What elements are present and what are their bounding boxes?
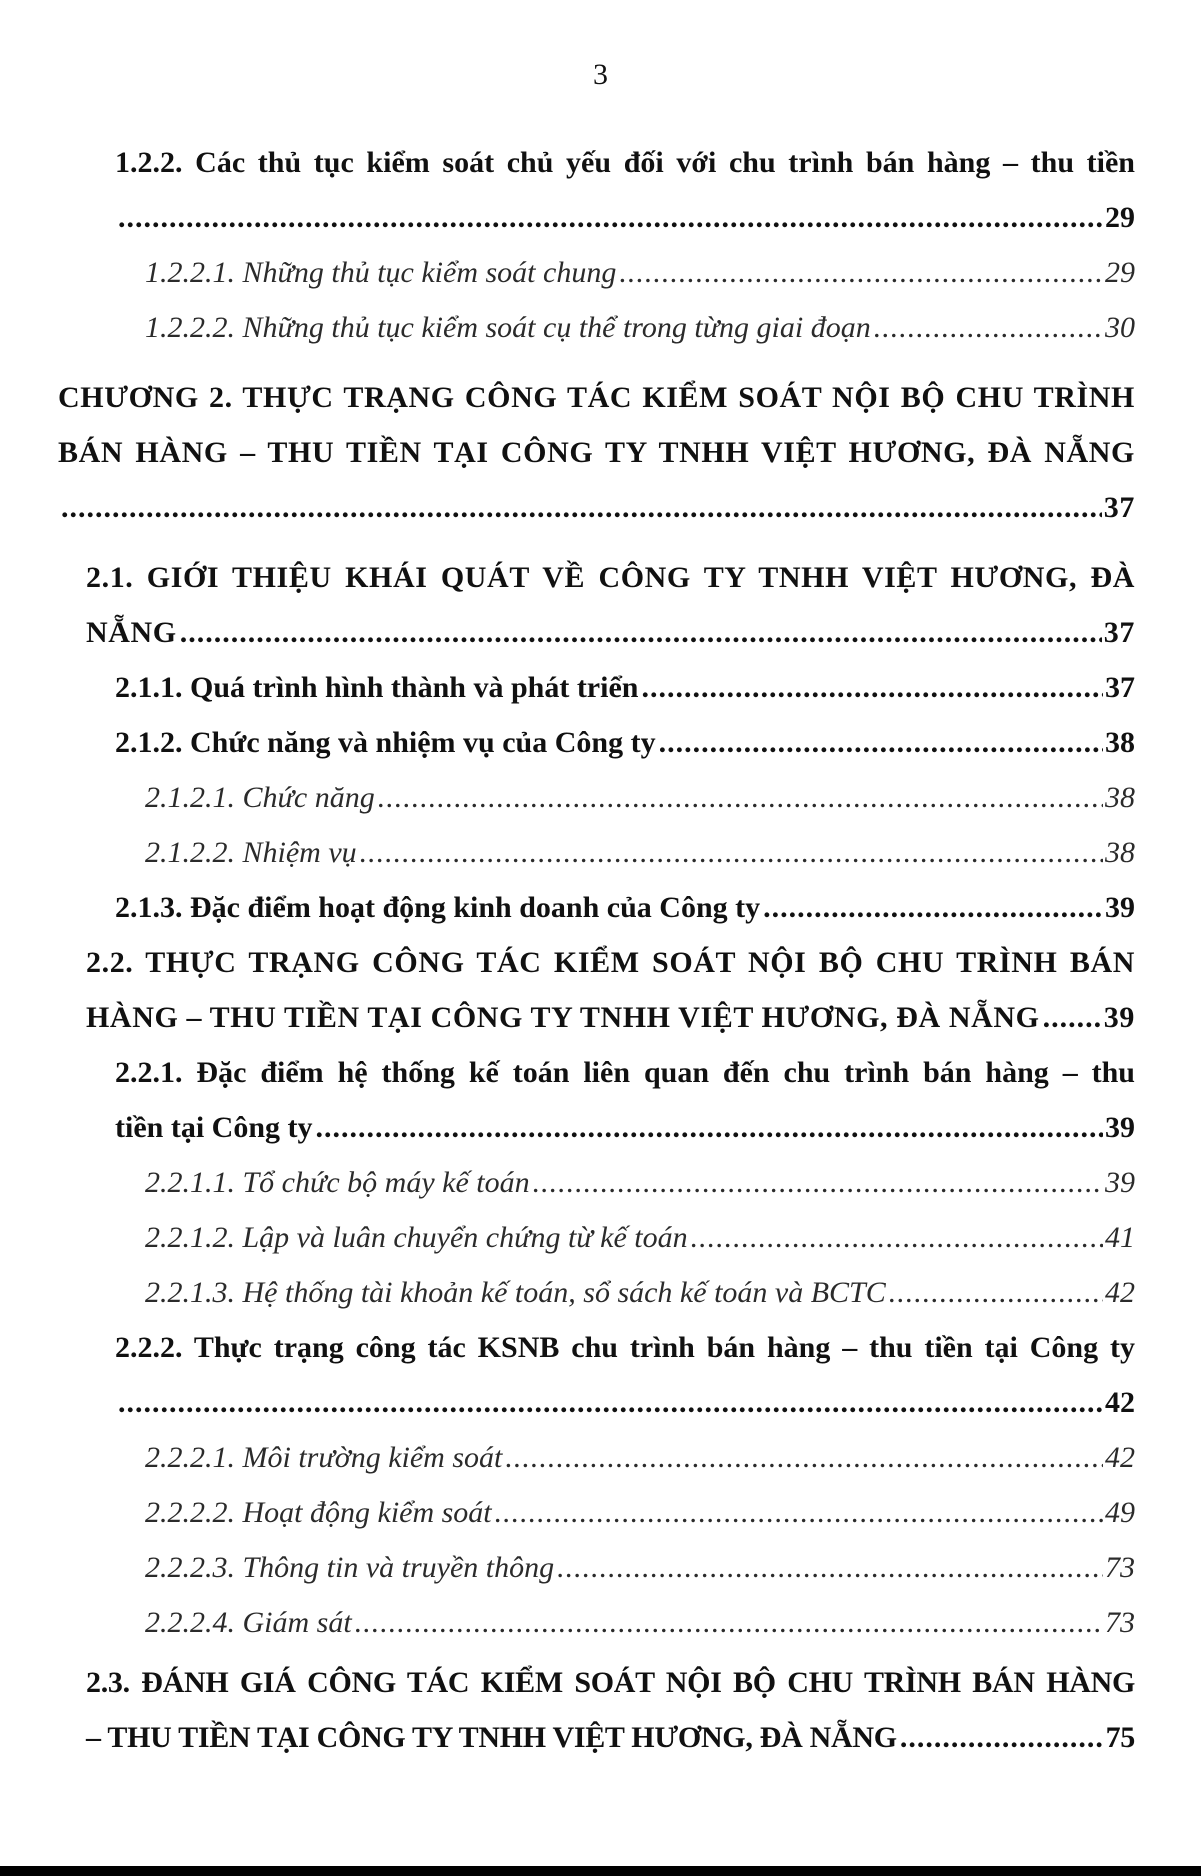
- toc-entry-title: 2.1. GIỚI THIỆU KHÁI QUÁT VỀ CÔNG TY TNHH VIỆT HƯƠNG, ĐÀ: [86, 561, 1135, 594]
- leader-dots: [691, 1210, 1103, 1265]
- leader-dots: [1043, 990, 1102, 1045]
- toc-entry-2-1-2-2[interactable]: [145, 825, 1135, 880]
- toc-entry-2-3[interactable]: [86, 1655, 1135, 1765]
- toc-entry-1-2-2[interactable]: [115, 135, 1135, 245]
- bottom-border: [0, 1866, 1201, 1876]
- toc-entry-title: 2.2.2.3. Thông tin và truyền thông: [145, 1551, 555, 1584]
- toc-entry-2-2-1[interactable]: [115, 1045, 1135, 1155]
- toc-page-number: 39: [1105, 1111, 1135, 1144]
- toc-entry-title-cont: HÀNG – THU TIỀN TẠI CÔNG TY TNHH VIỆT HƯƠNG, ĐÀ NẴNG: [86, 1001, 1040, 1034]
- toc-entry-2-1-2-1[interactable]: [145, 770, 1135, 825]
- leader-dots: [495, 1485, 1103, 1540]
- toc-entry-title: 2.2.2.1. Môi trường kiểm soát: [145, 1441, 503, 1474]
- toc-entry-2-2-1-1[interactable]: [145, 1155, 1135, 1210]
- toc-page-number: 41: [1105, 1221, 1135, 1254]
- toc-page-number: 39: [1103, 1001, 1135, 1034]
- toc-entry-title: 2.2.2.4. Giám sát: [145, 1606, 352, 1639]
- leader-dots: [118, 1375, 1103, 1430]
- toc-page-number: 73: [1105, 1606, 1135, 1639]
- toc-entry-title: 2.1.2.1. Chức năng: [145, 781, 375, 814]
- toc-entry-2-1-1[interactable]: [115, 660, 1135, 715]
- toc-page-number: 42: [1105, 1386, 1135, 1419]
- toc-page-number: 37: [1103, 616, 1135, 649]
- toc-entry-title: 2.2.1. Đặc điểm hệ thống kế toán liên quan đến chu trình bán hàng – thu: [115, 1056, 1135, 1089]
- toc-page-number: 39: [1105, 1166, 1135, 1199]
- toc-entry-2-1-3[interactable]: [115, 880, 1135, 935]
- toc-entry-title-cont: – THU TIỀN TẠI CÔNG TY TNHH VIỆT HƯƠNG, ĐÀ NẴNG: [86, 1721, 897, 1754]
- toc-entry-title: 2.2.1.2. Lập và luân chuyển chứng từ kế toán: [145, 1221, 688, 1254]
- page-number: 3: [593, 58, 608, 91]
- toc-entry-title: 1.2.2. Các thủ tục kiểm soát chủ yếu đối với chu trình bán hàng – thu tiền: [115, 146, 1135, 179]
- toc-page-number: 38: [1105, 781, 1135, 814]
- toc-entry-title: CHƯƠNG 2. THỰC TRẠNG CÔNG TÁC KIỂM SOÁT NỘI BỘ CHU TRÌNH: [58, 381, 1135, 414]
- leader-dots: [889, 1265, 1103, 1320]
- leader-dots: [378, 770, 1103, 825]
- toc-entry-2-2-1-3[interactable]: [145, 1265, 1135, 1320]
- leader-dots: [557, 1540, 1103, 1595]
- toc-page-number: 73: [1105, 1551, 1135, 1584]
- toc-entry-2-2-2-4[interactable]: [145, 1595, 1135, 1650]
- toc-entry-1-2-2-1[interactable]: [145, 245, 1135, 300]
- toc-entry-title: 2.1.2.2. Nhiệm vụ: [145, 836, 357, 869]
- leader-dots: [533, 1155, 1103, 1210]
- toc-page-number: 30: [1105, 311, 1135, 344]
- toc-entry-title: 2.2.1.1. Tổ chức bộ máy kế toán: [145, 1166, 530, 1199]
- toc-entry-2-2-1-2[interactable]: [145, 1210, 1135, 1265]
- toc-entry-title: 1.2.2.2. Những thủ tục kiểm soát cụ thể trong từng giai đoạn: [145, 311, 871, 344]
- leader-dots: [641, 660, 1103, 715]
- leader-dots: [763, 880, 1103, 935]
- leader-dots: [360, 825, 1103, 880]
- toc-entry-title: 2.1.2. Chức năng và nhiệm vụ của Công ty: [115, 726, 656, 759]
- toc-entry-title: 2.3. ĐÁNH GIÁ CÔNG TÁC KIỂM SOÁT NỘI BỘ CHU TRÌNH BÁN HÀNG: [86, 1666, 1135, 1699]
- toc-page-number: 38: [1105, 726, 1135, 759]
- toc-page-number: 49: [1105, 1496, 1135, 1529]
- toc-entry-2-2[interactable]: [86, 935, 1135, 1045]
- toc-page-number: 42: [1105, 1276, 1135, 1309]
- toc-entry-title: 2.1.3. Đặc điểm hoạt động kinh doanh của Công ty: [115, 891, 761, 924]
- toc-page-number: 39: [1105, 891, 1135, 924]
- leader-dots: [180, 605, 1102, 660]
- toc-page-number: 38: [1105, 836, 1135, 869]
- toc-entry-title-cont: tiền tại Công ty: [115, 1111, 313, 1144]
- toc-entry-title: 1.2.2.1. Những thủ tục kiểm soát chung: [145, 256, 617, 289]
- toc-page-number: 42: [1105, 1441, 1135, 1474]
- toc-entry-title: 2.2.1.3. Hệ thống tài khoản kế toán, sổ sách kế toán và BCTC: [145, 1276, 886, 1309]
- toc-page-number: 75: [1105, 1721, 1135, 1754]
- leader-dots: [505, 1430, 1103, 1485]
- toc-entry-title: 2.2. THỰC TRẠNG CÔNG TÁC KIỂM SOÁT NỘI BỘ CHU TRÌNH BÁN: [86, 946, 1135, 979]
- toc-page-number: 37: [1105, 671, 1135, 704]
- toc-entry-title-cont: BÁN HÀNG – THU TIỀN TẠI CÔNG TY TNHH VIỆT HƯƠNG, ĐÀ NẴNG: [58, 436, 1135, 469]
- toc-entry-title: 2.2.2. Thực trạng công tác KSNB chu trình bán hàng – thu tiền tại Công ty: [115, 1331, 1135, 1364]
- toc-entry-2-1-2[interactable]: [115, 715, 1135, 770]
- toc-page-number: 37: [1103, 491, 1135, 524]
- leader-dots: [61, 480, 1102, 535]
- toc-entry-title: 2.2.2.2. Hoạt động kiểm soát: [145, 1496, 492, 1529]
- leader-dots: [355, 1595, 1103, 1650]
- toc-entry-2-2-2[interactable]: [115, 1320, 1135, 1430]
- toc-entry-2-2-2-2[interactable]: [145, 1485, 1135, 1540]
- toc-page-number: 29: [1105, 201, 1135, 234]
- toc-entry-title-cont: NẴNG: [86, 616, 177, 649]
- toc-entry-1-2-2-2[interactable]: [145, 300, 1135, 355]
- toc-page-number: 29: [1105, 256, 1135, 289]
- toc-entry-2-2-2-3[interactable]: [145, 1540, 1135, 1595]
- leader-dots: [900, 1710, 1104, 1765]
- toc-entry-2-2-2-1[interactable]: [145, 1430, 1135, 1485]
- toc-entry-title: 2.1.1. Quá trình hình thành và phát triển: [115, 671, 639, 704]
- leader-dots: [874, 300, 1103, 355]
- leader-dots: [118, 190, 1103, 245]
- leader-dots: [659, 715, 1103, 770]
- toc-entry-2-1[interactable]: [86, 550, 1135, 660]
- toc-entry-chapter-2[interactable]: [58, 370, 1135, 535]
- leader-dots: [619, 245, 1103, 300]
- leader-dots: [316, 1100, 1104, 1155]
